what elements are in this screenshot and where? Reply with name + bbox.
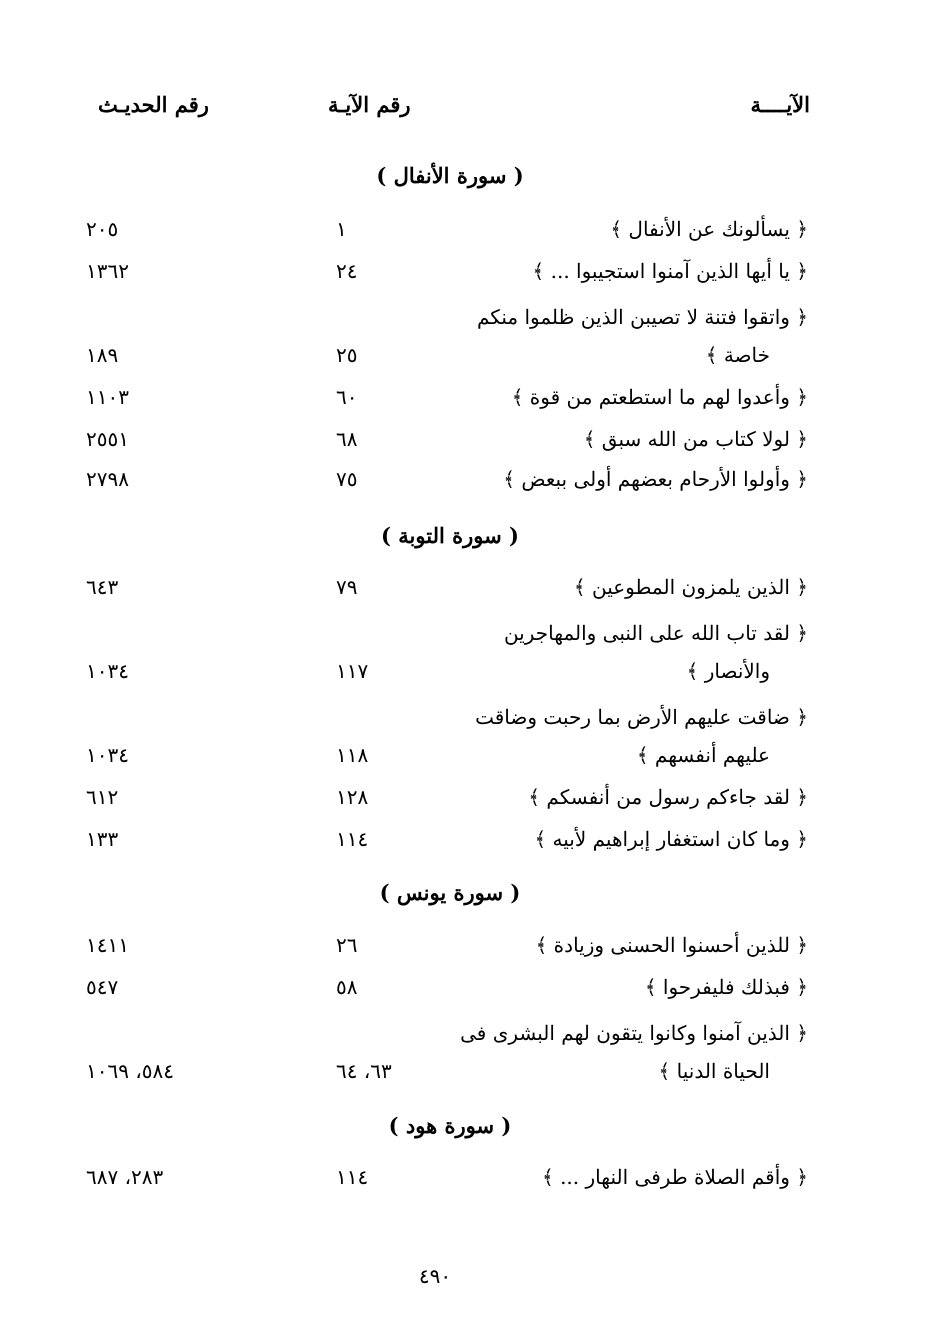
table-row xyxy=(0,212,940,246)
hadith-number: ٥٤٧ xyxy=(86,975,119,999)
aya-text: ﴿ لقد جاءكم رسول من أنفسكم ﴾ xyxy=(528,785,808,809)
surah-title-tawba: ( سورة التوبة ) xyxy=(381,523,519,548)
aya-text: ﴿ فبذلك فليفرحوا ﴾ xyxy=(644,975,808,999)
hadith-number: ٢٧٩٨ xyxy=(86,467,129,491)
aya-text-continued: والأنصار ﴾ xyxy=(686,659,770,683)
table-row-line1 xyxy=(0,616,940,650)
table-row xyxy=(0,1160,940,1194)
table-row xyxy=(0,422,940,456)
aya-number: ٧٩ xyxy=(336,575,358,599)
table-row xyxy=(0,254,940,288)
table-row xyxy=(0,780,940,814)
aya-text: ﴿ لقد تاب الله على النبى والمهاجرين xyxy=(503,621,808,645)
table-row xyxy=(0,338,940,372)
aya-number: ١٢٨ xyxy=(336,785,369,809)
aya-number: ١ xyxy=(336,217,347,241)
table-row xyxy=(0,928,940,962)
hadith-number: ٦٤٣ xyxy=(86,575,119,599)
hadith-number: ١٠٣٤ xyxy=(86,659,129,683)
aya-number: ٢٦ xyxy=(336,933,358,957)
table-row xyxy=(0,654,940,688)
aya-text: ﴿ وما كان استغفار إبراهيم لأبيه ﴾ xyxy=(534,827,808,851)
table-row xyxy=(0,822,940,856)
aya-number: ٦٣، ٦٤ xyxy=(336,1059,392,1083)
hadith-number: ٥٨٤، ١٠٦٩ xyxy=(86,1059,175,1083)
aya-text: ﴿ للذين أحسنوا الحسنى وزيادة ﴾ xyxy=(535,933,808,957)
aya-text-continued: الحياة الدنيا ﴾ xyxy=(658,1059,770,1083)
hadith-number: ٢٨٣، ٦٨٧ xyxy=(86,1165,164,1189)
aya-text: ﴿ يا أيها الذين آمنوا استجيبوا ... ﴾ xyxy=(532,259,808,283)
hadith-number: ٢٠٥ xyxy=(86,217,119,241)
table-row xyxy=(0,380,940,414)
hadith-number: ١٠٣٤ xyxy=(86,743,129,767)
table-row xyxy=(0,738,940,772)
hadith-number: ١٤١١ xyxy=(86,933,129,957)
page-number: ٤٩٠ xyxy=(418,1264,452,1288)
hadith-number: ٢٥٥١ xyxy=(86,427,129,451)
surah-title-anfal: ( سورة الأنفال ) xyxy=(376,163,524,188)
table-row-line1 xyxy=(0,1016,940,1050)
aya-text-continued: خاصة ﴾ xyxy=(705,343,770,367)
aya-number: ٦٨ xyxy=(336,427,358,451)
hadith-number: ١٨٩ xyxy=(86,343,119,367)
table-row xyxy=(0,1054,940,1088)
aya-number: ٥٨ xyxy=(336,975,358,999)
aya-number: ٦٠ xyxy=(336,385,358,409)
column-header-hadith-number: رقم الحديـث xyxy=(98,92,209,117)
aya-text: ﴿ وأعدوا لهم ما استطعتم من قوة ﴾ xyxy=(511,385,808,409)
hadith-number: ١١٠٣ xyxy=(86,385,129,409)
aya-text: ﴿ يسألونك عن الأنفال ﴾ xyxy=(610,217,808,241)
hadith-number: ١٣٦٢ xyxy=(86,259,129,283)
aya-number: ١١٧ xyxy=(336,659,369,683)
aya-number: ٢٤ xyxy=(336,259,358,283)
table-row xyxy=(0,462,940,496)
table-row-line1 xyxy=(0,300,940,334)
table-row xyxy=(0,570,940,604)
aya-text: ﴿ الذين آمنوا وكانوا يتقون لهم البشرى فى xyxy=(460,1021,808,1045)
column-header-aya-number: رقم الآيـة xyxy=(328,92,411,117)
table-row-line1 xyxy=(0,700,940,734)
aya-text: ﴿ لولا كتاب من الله سبق ﴾ xyxy=(583,427,808,451)
surah-title-hud: ( سورة هود ) xyxy=(388,1113,512,1138)
aya-text: ﴿ وأولوا الأرحام بعضهم أولى ببعض ﴾ xyxy=(503,467,808,491)
aya-text-continued: عليهم أنفسهم ﴾ xyxy=(636,743,770,767)
aya-text: ﴿ واتقوا فتنة لا تصيبن الذين ظلموا منكم xyxy=(476,305,808,329)
aya-number: ١١٨ xyxy=(336,743,369,767)
hadith-number: ١٣٣ xyxy=(86,827,119,851)
aya-text: ﴿ ضاقت عليهم الأرض بما رحبت وضاقت xyxy=(475,705,808,729)
column-header-aya: الآيــــة xyxy=(750,92,810,117)
surah-title-yunus: ( سورة يونس ) xyxy=(379,880,521,905)
aya-number: ١١٤ xyxy=(336,827,369,851)
hadith-number: ٦١٢ xyxy=(86,785,119,809)
aya-text: ﴿ الذين يلمزون المطوعين ﴾ xyxy=(573,575,808,599)
table-row xyxy=(0,970,940,1004)
aya-number: ١١٤ xyxy=(336,1165,369,1189)
aya-number: ٢٥ xyxy=(336,343,358,367)
aya-text: ﴿ وأقم الصلاة طرفى النهار ... ﴾ xyxy=(542,1165,808,1189)
aya-number: ٧٥ xyxy=(336,467,358,491)
